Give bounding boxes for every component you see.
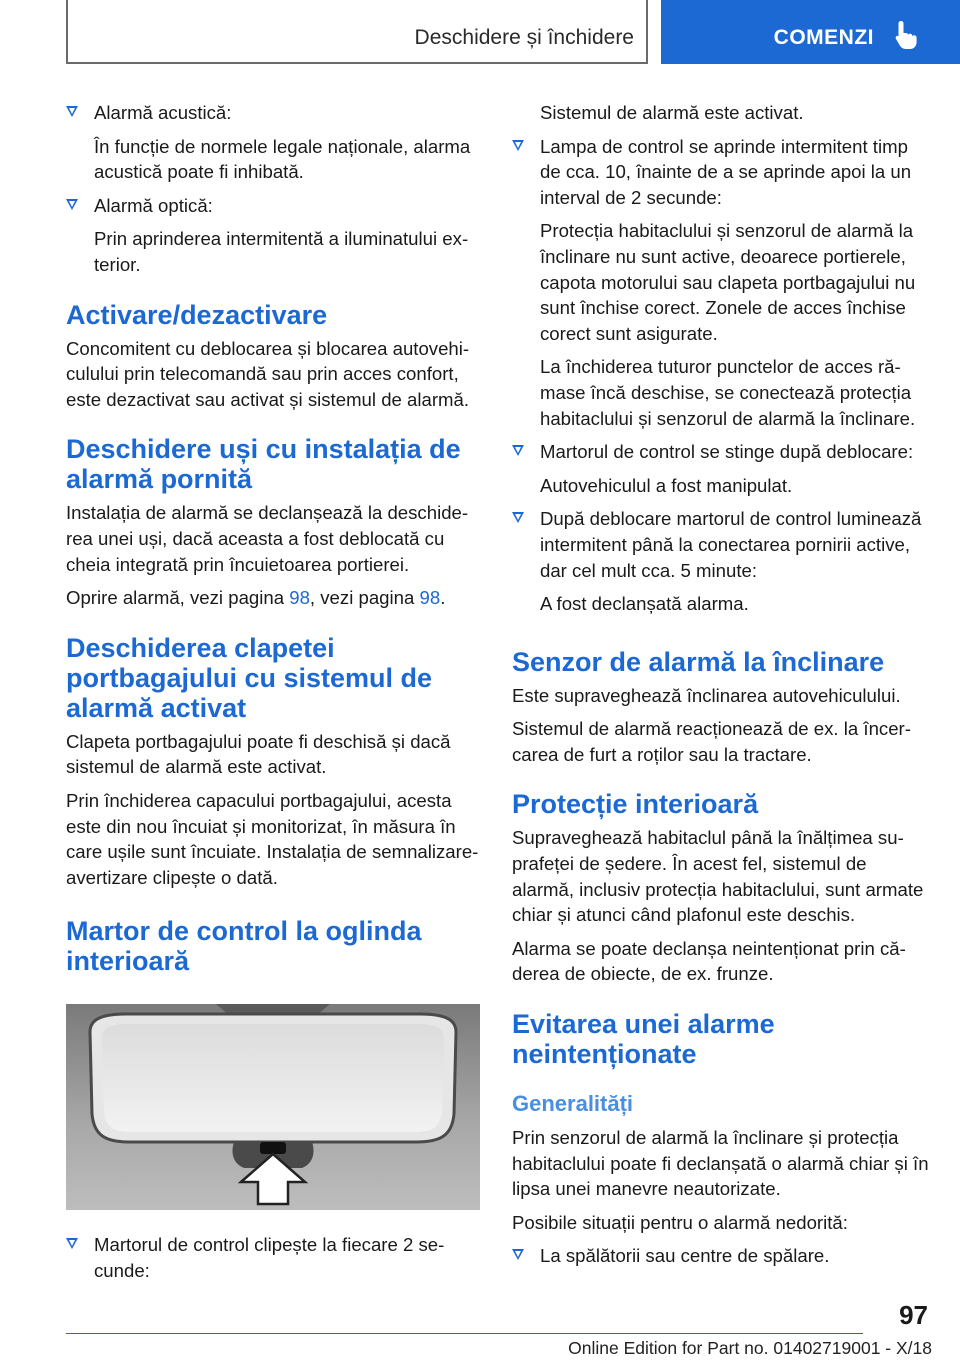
text: Oprire alarmă, vezi pagina: [66, 587, 290, 609]
heading-senzor: Senzor de alarmă la înclinare: [512, 646, 885, 677]
paragraph: Posibile situații pentru o alarmă nedorită:: [512, 1211, 848, 1233]
bullet-triangle-icon: [66, 1238, 78, 1249]
paragraph: Este supraveghează înclinarea autovehiculului.: [512, 684, 901, 706]
paragraph: Supraveghează habitaclul până la înălțimea suprafeței de ședere. În acest fel, sistemul de alarmă, inclusiv protecția habitaclului, sunt armate chiar și atunci când plafonul este deschis.: [512, 827, 924, 926]
list-item: [512, 439, 932, 498]
bullet-triangle-icon: [512, 445, 524, 456]
footer-divider: [66, 1333, 863, 1334]
bullet-triangle-icon: [512, 140, 524, 151]
bullet-text: Prin aprinderea intermitentă a iluminatului exterior.: [94, 228, 469, 275]
heading-protectie: Protecție interioară: [512, 789, 759, 820]
heading-evitarea: Evitarea unei alarme neintenționate: [512, 1009, 775, 1070]
bullet-text: La închiderea tuturor punctelor de acces rămase încă deschise, se conectează protecția habitaclului și senzorul de alarmă la înclinare.: [540, 356, 916, 429]
bullet-text: Sistemul de alarmă este activat.: [540, 102, 804, 123]
paragraph-oprire: [66, 585, 480, 611]
heading-activare: Activare/dezactivare: [66, 299, 328, 330]
bullet-text: Protecția habitaclului și senzorul de alarmă la înclinare nu sunt active, deoarece portierele, capota motorului sau clapeta portbagajului nu sunt închise corect. Zonele de acces închise corect sunt asigurate.: [540, 220, 916, 344]
list-item: [512, 1243, 932, 1269]
list-item: [66, 193, 480, 278]
bullet-title: Alarmă acustică:: [94, 102, 232, 123]
bullet-text: Martorul de control se stinge după deblocare:: [540, 441, 914, 463]
paragraph: Instalația de alarmă se declanșează la deschiderea unei uși, dacă aceasta a fost deblocată cu cheia integrată prin încuietoarea portierei.: [66, 502, 469, 575]
text: .: [440, 587, 446, 609]
paragraph: Prin senzorul de alarmă la înclinare și protecția habitaclului poate fi declanșată o alarmă chiar și în lipsa unei manevre neautorizate.: [512, 1127, 929, 1200]
paragraph: Clapeta portbagajului poate fi deschisă și dacă sistemul de alarmă este activat.: [66, 730, 451, 778]
text: , vezi pagina: [309, 587, 420, 609]
section-label: COMENZI: [773, 26, 874, 49]
header-chapter-box: [66, 0, 648, 64]
heading-clapeta: Deschiderea clapetei portbagajului cu sistemul de alarmă activat: [66, 632, 433, 723]
paragraph: Alarma se poate declanșa neintenționat prin căderea de obiecte, de ex. frunze.: [512, 937, 906, 985]
list-item: [512, 134, 932, 432]
bullet-text: Lampa de control se aprinde intermitent timp de cca. 10, înainte de a se aprinde apoi la un interval de 2 secunde:: [540, 135, 912, 208]
left-column: [66, 100, 480, 1291]
bullet-text: În funcție de normele legale naționale, alarma acustică poate fi inhibată.: [94, 135, 471, 183]
heading-deschidere-usi: Deschidere uși cu instalația de alarmă pornită: [66, 434, 461, 495]
right-column: [512, 100, 932, 1277]
bullet-triangle-icon: [512, 512, 524, 523]
bullet-triangle-icon: [66, 106, 78, 117]
chapter-title: Deschidere și închidere: [414, 26, 634, 49]
bullet-text: La spălătorii sau centre de spălare.: [540, 1245, 830, 1267]
heading-martor: Martor de control la oglinda interioară: [66, 916, 422, 977]
page-link[interactable]: 98: [289, 587, 310, 609]
bullet-triangle-icon: [512, 1249, 524, 1260]
paragraph: Sistemul de alarmă reacționează de ex. la încercarea de furt a roților sau la tractare.: [512, 718, 911, 765]
bullet-text: După deblocare martorul de control luminează intermitent până la conectarea pornirii active, dar cel mult cca. 5 minute:: [540, 508, 922, 581]
bullet-triangle-icon: [66, 199, 78, 210]
pointing-hand-icon: [894, 20, 920, 50]
rearview-mirror-illustration: [66, 1004, 480, 1210]
page-number: 97: [899, 1300, 928, 1330]
edition-note: Online Edition for Part no. 01402719001 - X/18: [568, 1338, 932, 1358]
page-link[interactable]: 98: [419, 587, 441, 609]
paragraph: Prin închiderea capacului portbagajului, acesta este din nou încuiat și monitorizat, în măsura în care ușile sunt încuiate. Instalația de semnalizare-avertizare clipește o dată.: [66, 789, 479, 888]
list-item: [66, 1232, 480, 1283]
bullet-text: Autovehiculul a fost manipulat.: [540, 474, 793, 496]
list-item: [66, 100, 480, 185]
paragraph: Concomitent cu deblocarea și blocarea autovehiculului prin telecomandă sau prin acces confort, este dezactivat sau activat și sistemul de alarmă.: [66, 337, 470, 410]
continued-bullet: [512, 100, 932, 126]
bullet-title: Alarmă optică:: [94, 194, 213, 216]
header-section-tab[interactable]: [661, 0, 960, 64]
subheading-generalitati: Generalități: [512, 1091, 634, 1117]
list-item: [512, 506, 932, 616]
bullet-text: Martorul de control clipește la fiecare 2 secunde:: [94, 1234, 445, 1281]
bullet-text: A fost declanșată alarma.: [540, 593, 749, 615]
